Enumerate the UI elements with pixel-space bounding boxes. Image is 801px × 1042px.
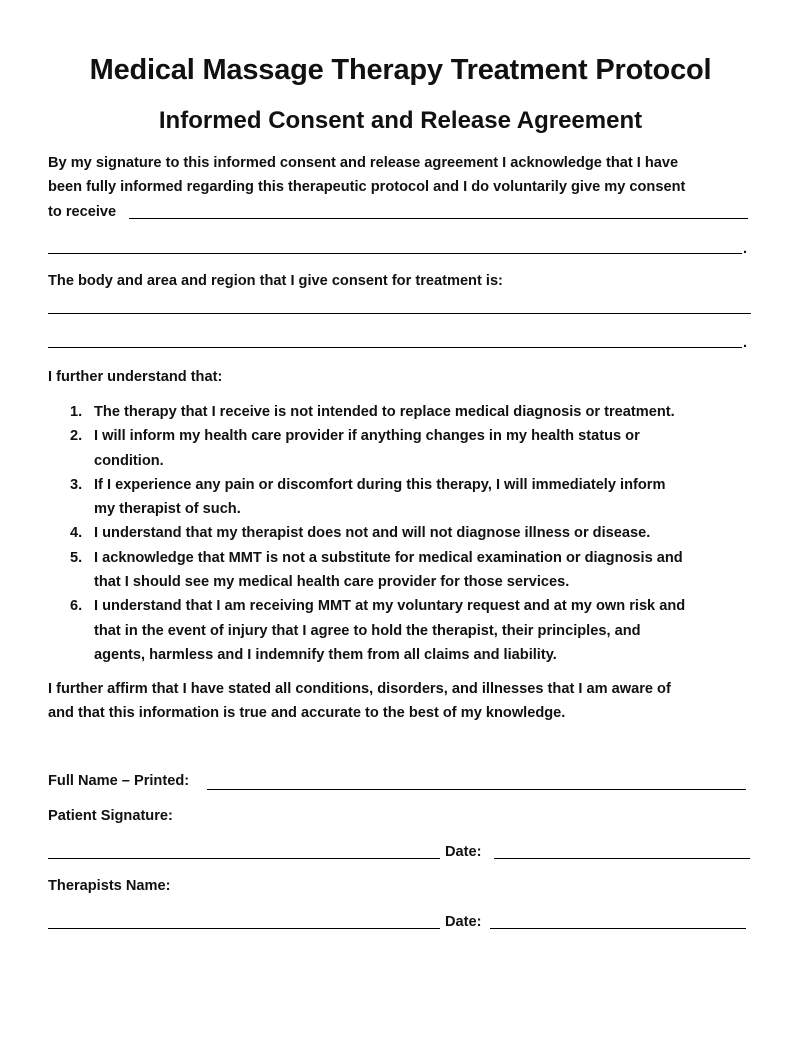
affirm-line-1: I further affirm that I have stated all conditions, disorders, and illnesses that I am aware of [48, 681, 671, 697]
body-area-field[interactable] [48, 313, 751, 314]
intro-line-2: been fully informed regarding this therapeutic protocol and I do voluntarily give my consent [48, 179, 686, 195]
full-name-label: Full Name – Printed: [48, 773, 190, 789]
intro-line-1: By my signature to this informed consent and release agreement I acknowledge that I have [48, 155, 679, 171]
therapist-date-field[interactable] [490, 928, 746, 929]
treatment-received-field[interactable] [129, 218, 748, 219]
treatment-received-field-continued[interactable] [48, 253, 742, 254]
list-item: 5. I acknowledge that MMT is not a substitute for medical examination or diagnosis and that I should see my medical health care provider for those services. [70, 549, 683, 591]
therapist-date-label: Date: [445, 914, 482, 930]
list-item: 6. I understand that I am receiving MMT at my voluntary request and at my own risk and that in the event of injury that I agree to hold the therapist, their principles, and agents, harmless and I indemnify them from all claims and liability. [70, 598, 686, 663]
document-title: Medical Massage Therapy Treatment Protocol [89, 54, 712, 86]
document-subtitle: Informed Consent and Release Agreement [158, 107, 643, 134]
period-mark: . [743, 335, 748, 351]
body-area-field-continued[interactable] [48, 347, 742, 348]
patient-signature-field[interactable] [48, 858, 440, 859]
further-understand-heading: I further understand that: [48, 369, 223, 385]
list-item: 4. I understand that my therapist does not and will not diagnose illness or disease. [70, 525, 651, 542]
affirm-line-2: and that this information is true and accurate to the best of my knowledge. [48, 705, 566, 721]
therapist-name-field[interactable] [48, 928, 440, 929]
body-area-prompt: The body and area and region that I give consent for treatment is: [48, 273, 503, 289]
patient-signature-label: Patient Signature: [48, 808, 173, 824]
therapists-name-label: Therapists Name: [48, 878, 171, 894]
patient-date-field[interactable] [494, 858, 750, 859]
patient-date-label: Date: [445, 844, 482, 860]
intro-line-3: to receive [48, 204, 117, 220]
period-mark: . [743, 241, 748, 257]
full-name-field[interactable] [207, 789, 746, 790]
list-item: 1. The therapy that I receive is not intended to replace medical diagnosis or treatment. [70, 404, 675, 420]
understanding-list [70, 400, 685, 667]
list-item: 2. I will inform my health care provider if anything changes in my health status or condition. [70, 428, 640, 469]
list-item: 3. If I experience any pain or discomfort during this therapy, I will immediately inform my therapist of such. [70, 476, 666, 518]
